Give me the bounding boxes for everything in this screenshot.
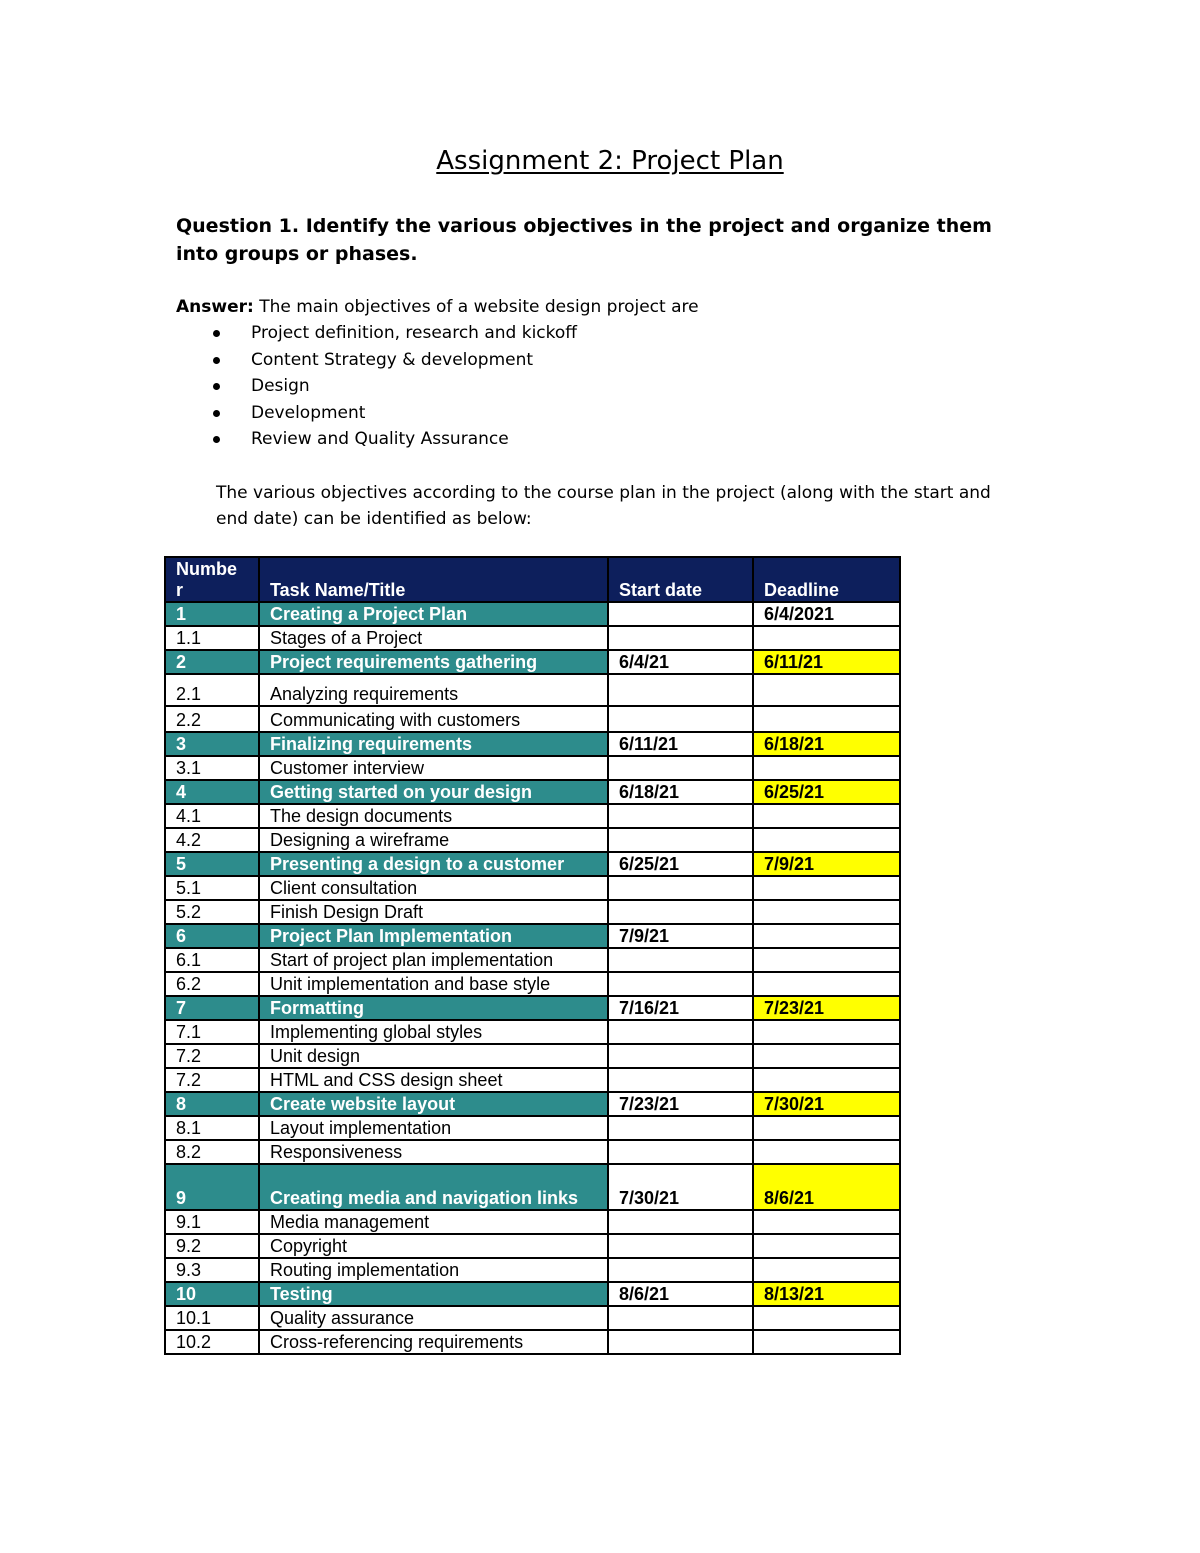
task-name: Unit design bbox=[259, 1044, 608, 1068]
start-date: 7/30/21 bbox=[608, 1164, 753, 1210]
table-row bbox=[165, 1116, 900, 1140]
table-row bbox=[165, 732, 900, 756]
deadline bbox=[753, 1330, 900, 1354]
table-row bbox=[165, 1282, 900, 1306]
start-date: 6/11/21 bbox=[608, 732, 753, 756]
task-number: 7 bbox=[165, 996, 259, 1020]
deadline bbox=[753, 1068, 900, 1092]
task-name: Presenting a design to a customer bbox=[259, 852, 608, 876]
task-number: 3.1 bbox=[165, 756, 259, 780]
deadline: 6/18/21 bbox=[753, 732, 900, 756]
start-date: 8/6/21 bbox=[608, 1282, 753, 1306]
task-name: Formatting bbox=[259, 996, 608, 1020]
table-row bbox=[165, 1210, 900, 1234]
task-name: Client consultation bbox=[259, 876, 608, 900]
start-date bbox=[608, 828, 753, 852]
task-number: 10.2 bbox=[165, 1330, 259, 1354]
task-number: 2 bbox=[165, 650, 259, 674]
start-date: 7/9/21 bbox=[608, 924, 753, 948]
task-number: 6 bbox=[165, 924, 259, 948]
task-name: Routing implementation bbox=[259, 1258, 608, 1282]
table-row bbox=[165, 780, 900, 804]
task-number: 5.1 bbox=[165, 876, 259, 900]
table-row bbox=[165, 1258, 900, 1282]
start-date bbox=[608, 1068, 753, 1092]
task-name: Copyright bbox=[259, 1234, 608, 1258]
table-row bbox=[165, 1164, 900, 1210]
deadline bbox=[753, 828, 900, 852]
table-row bbox=[165, 852, 900, 876]
task-name: Creating a Project Plan bbox=[259, 602, 608, 626]
task-number: 2.2 bbox=[165, 706, 259, 732]
start-date bbox=[608, 900, 753, 924]
deadline: 6/4/2021 bbox=[753, 602, 900, 626]
task-name: Responsiveness bbox=[259, 1140, 608, 1164]
start-date bbox=[608, 972, 753, 996]
deadline bbox=[753, 876, 900, 900]
task-name: The design documents bbox=[259, 804, 608, 828]
deadline bbox=[753, 1306, 900, 1330]
header-deadline: Deadline bbox=[753, 557, 900, 602]
start-date bbox=[608, 1044, 753, 1068]
table-row bbox=[165, 1330, 900, 1354]
deadline bbox=[753, 1116, 900, 1140]
task-number: 9 bbox=[165, 1164, 259, 1210]
deadline bbox=[753, 756, 900, 780]
task-name: Start of project plan implementation bbox=[259, 948, 608, 972]
deadline: 7/23/21 bbox=[753, 996, 900, 1020]
deadline bbox=[753, 1044, 900, 1068]
task-name: Create website layout bbox=[259, 1092, 608, 1116]
task-name: Stages of a Project bbox=[259, 626, 608, 650]
question-text: Question 1. Identify the various objectives in the project and organize them into groups or phases. bbox=[176, 215, 992, 265]
deadline: 8/13/21 bbox=[753, 1282, 900, 1306]
task-name: Creating media and navigation links bbox=[259, 1164, 608, 1210]
start-date: 7/23/21 bbox=[608, 1092, 753, 1116]
deadline bbox=[753, 626, 900, 650]
start-date: 6/18/21 bbox=[608, 780, 753, 804]
table-row bbox=[165, 602, 900, 626]
task-number: 10.1 bbox=[165, 1306, 259, 1330]
task-number: 3 bbox=[165, 732, 259, 756]
table-row bbox=[165, 756, 900, 780]
task-number: 4 bbox=[165, 780, 259, 804]
table-row bbox=[165, 626, 900, 650]
objectives-list bbox=[213, 320, 577, 453]
table-row bbox=[165, 804, 900, 828]
header-start-date: Start date bbox=[608, 557, 753, 602]
table-row bbox=[165, 706, 900, 732]
task-number: 8 bbox=[165, 1092, 259, 1116]
table-row bbox=[165, 674, 900, 706]
table-row bbox=[165, 1020, 900, 1044]
deadline: 7/30/21 bbox=[753, 1092, 900, 1116]
task-number: 7.2 bbox=[165, 1068, 259, 1092]
task-name: Project Plan Implementation bbox=[259, 924, 608, 948]
task-name: Designing a wireframe bbox=[259, 828, 608, 852]
page-title: Assignment 2: Project Plan bbox=[436, 146, 784, 176]
task-name: Customer interview bbox=[259, 756, 608, 780]
task-name: Quality assurance bbox=[259, 1306, 608, 1330]
start-date bbox=[608, 1020, 753, 1044]
table-row bbox=[165, 1044, 900, 1068]
task-name: Project requirements gathering bbox=[259, 650, 608, 674]
table-row bbox=[165, 650, 900, 674]
deadline: 6/11/21 bbox=[753, 650, 900, 674]
table-row bbox=[165, 828, 900, 852]
intro-paragraph: The various objectives according to the course plan in the project (along with the start and end date) can be identified as below: bbox=[216, 483, 991, 529]
answer-line bbox=[176, 295, 699, 319]
task-name: Media management bbox=[259, 1210, 608, 1234]
task-number: 8.1 bbox=[165, 1116, 259, 1140]
start-date bbox=[608, 706, 753, 732]
start-date bbox=[608, 602, 753, 626]
deadline bbox=[753, 1258, 900, 1282]
start-date bbox=[608, 804, 753, 828]
task-name: Cross-referencing requirements bbox=[259, 1330, 608, 1354]
start-date bbox=[608, 1140, 753, 1164]
task-number: 1 bbox=[165, 602, 259, 626]
task-number: 10 bbox=[165, 1282, 259, 1306]
list-item: Review and Quality Assurance bbox=[213, 426, 577, 453]
deadline bbox=[753, 972, 900, 996]
table-header-row bbox=[165, 557, 900, 602]
task-name: HTML and CSS design sheet bbox=[259, 1068, 608, 1092]
deadline bbox=[753, 900, 900, 924]
task-number: 4.2 bbox=[165, 828, 259, 852]
table-row bbox=[165, 1140, 900, 1164]
start-date bbox=[608, 1258, 753, 1282]
start-date bbox=[608, 756, 753, 780]
task-number: 9.1 bbox=[165, 1210, 259, 1234]
table-row bbox=[165, 948, 900, 972]
start-date: 6/4/21 bbox=[608, 650, 753, 674]
table-row bbox=[165, 876, 900, 900]
task-number: 1.1 bbox=[165, 626, 259, 650]
start-date bbox=[608, 1234, 753, 1258]
table-row bbox=[165, 1092, 900, 1116]
start-date bbox=[608, 1116, 753, 1140]
list-item: Project definition, research and kickoff bbox=[213, 320, 577, 347]
deadline bbox=[753, 1210, 900, 1234]
task-number: 6.1 bbox=[165, 948, 259, 972]
start-date bbox=[608, 1306, 753, 1330]
table-row bbox=[165, 1068, 900, 1092]
start-date: 6/25/21 bbox=[608, 852, 753, 876]
start-date bbox=[608, 626, 753, 650]
table-row bbox=[165, 924, 900, 948]
start-date bbox=[608, 1330, 753, 1354]
task-number: 9.2 bbox=[165, 1234, 259, 1258]
deadline bbox=[753, 804, 900, 828]
deadline bbox=[753, 1020, 900, 1044]
header-number: Numbe r bbox=[165, 557, 259, 602]
table-row bbox=[165, 900, 900, 924]
task-number: 9.3 bbox=[165, 1258, 259, 1282]
task-number: 5 bbox=[165, 852, 259, 876]
task-number: 7.1 bbox=[165, 1020, 259, 1044]
table-row bbox=[165, 1234, 900, 1258]
list-item: Development bbox=[213, 400, 577, 427]
task-name: Getting started on your design bbox=[259, 780, 608, 804]
task-name: Communicating with customers bbox=[259, 706, 608, 732]
deadline bbox=[753, 924, 900, 948]
task-number: 7.2 bbox=[165, 1044, 259, 1068]
task-name: Finalizing requirements bbox=[259, 732, 608, 756]
task-name: Testing bbox=[259, 1282, 608, 1306]
deadline bbox=[753, 706, 900, 732]
deadline: 6/25/21 bbox=[753, 780, 900, 804]
table-row bbox=[165, 1306, 900, 1330]
answer-text: The main objectives of a website design project are bbox=[253, 297, 699, 317]
task-number: 5.2 bbox=[165, 900, 259, 924]
task-number: 8.2 bbox=[165, 1140, 259, 1164]
list-item: Content Strategy & development bbox=[213, 347, 577, 374]
deadline bbox=[753, 948, 900, 972]
deadline bbox=[753, 1140, 900, 1164]
deadline bbox=[753, 1234, 900, 1258]
table-row bbox=[165, 996, 900, 1020]
header-task: Task Name/Title bbox=[259, 557, 608, 602]
task-name: Implementing global styles bbox=[259, 1020, 608, 1044]
start-date bbox=[608, 948, 753, 972]
task-name: Finish Design Draft bbox=[259, 900, 608, 924]
table-row bbox=[165, 972, 900, 996]
task-number: 4.1 bbox=[165, 804, 259, 828]
task-name: Unit implementation and base style bbox=[259, 972, 608, 996]
task-number: 6.2 bbox=[165, 972, 259, 996]
project-plan-table bbox=[164, 556, 901, 1355]
start-date bbox=[608, 876, 753, 900]
task-name: Layout implementation bbox=[259, 1116, 608, 1140]
deadline: 8/6/21 bbox=[753, 1164, 900, 1210]
start-date: 7/16/21 bbox=[608, 996, 753, 1020]
deadline bbox=[753, 674, 900, 706]
answer-label: Answer: bbox=[176, 297, 254, 317]
list-item: Design bbox=[213, 373, 577, 400]
start-date bbox=[608, 1210, 753, 1234]
task-name: Analyzing requirements bbox=[259, 674, 608, 706]
task-number: 2.1 bbox=[165, 674, 259, 706]
start-date bbox=[608, 674, 753, 706]
deadline: 7/9/21 bbox=[753, 852, 900, 876]
